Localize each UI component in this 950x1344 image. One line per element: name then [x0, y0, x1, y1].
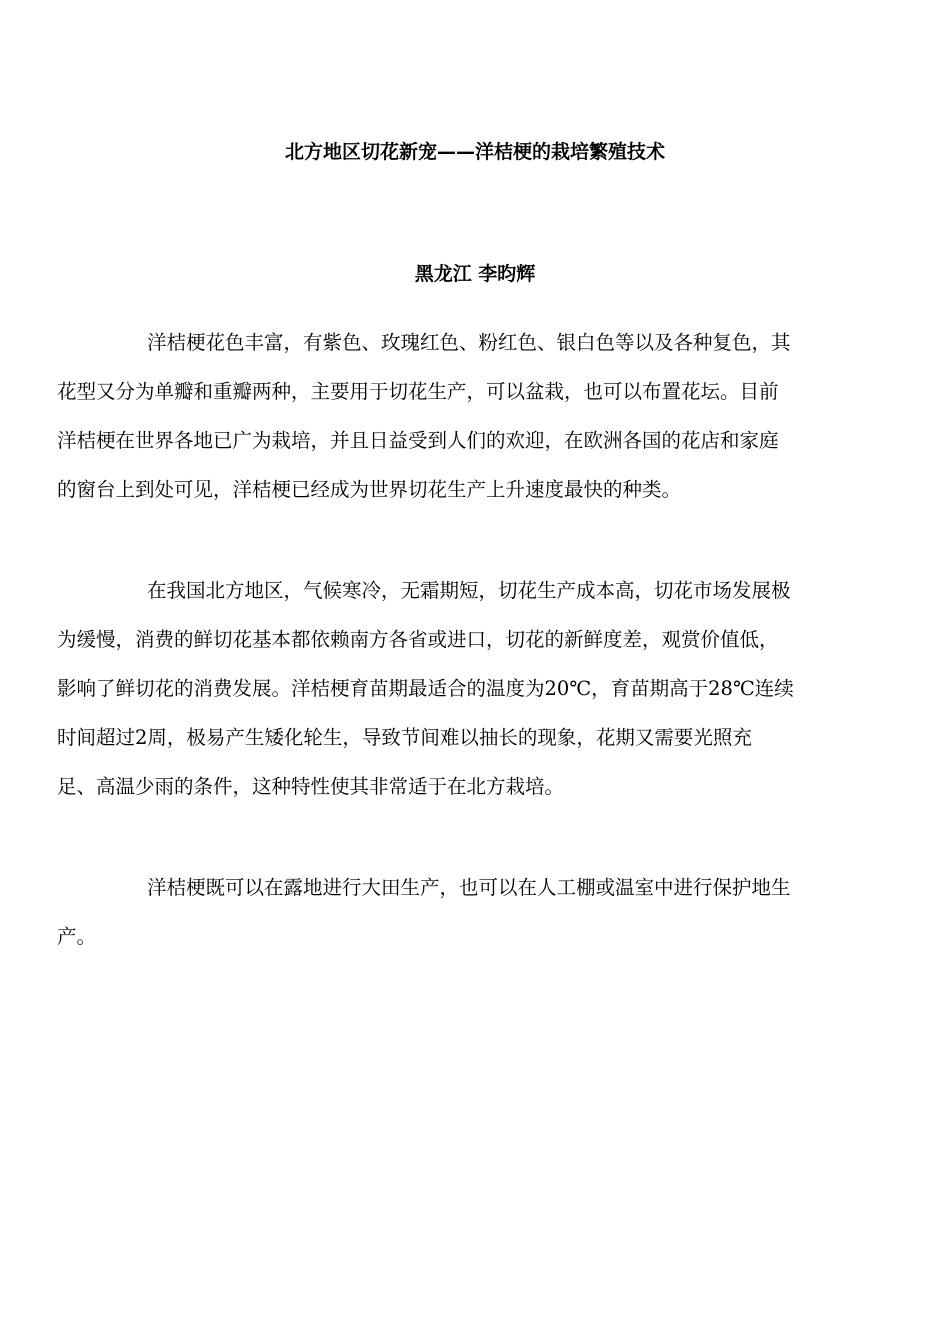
paragraph-2	[57, 566, 891, 811]
paragraph-line: 在我国北方地区，气候寒冷，无霜期短，切花生产成本高，切花市场发展极	[147, 579, 791, 602]
paragraph-line: 洋桔梗在世界各地已广为栽培，并且日益受到人们的欢迎，在欧洲各国的花店和家庭	[57, 429, 779, 452]
paragraph-line: 影响了鲜切花的消费发展。洋桔梗育苗期最适合的温度为20℃，育苗期高于28℃连续	[57, 677, 794, 700]
document-title: 北方地区切花新宠——洋桔梗的栽培繁殖技术	[284, 141, 665, 163]
paragraph-line: 洋桔梗花色丰富，有紫色、玫瑰红色、粉红色、银白色等以及各种复色，其	[147, 331, 791, 354]
paragraph-line: 为缓慢，消费的鲜切花基本都依赖南方各省或进口，切花的新鲜度差，观赏价值低，	[57, 628, 779, 651]
author-line: 黑龙江 李昀辉	[414, 263, 536, 285]
paragraph-line: 产。	[57, 925, 97, 948]
paragraph-3	[57, 863, 891, 961]
paragraph-line: 足、高温少雨的条件，这种特性使其非常适于在北方栽培。	[57, 775, 565, 798]
paragraph-line: 时间超过2周，极易产生矮化轮生，导致节间难以抽长的现象，花期又需要光照充	[57, 726, 752, 749]
paragraph-line: 洋桔梗既可以在露地进行大田生产，也可以在人工棚或温室中进行保护地生	[147, 876, 791, 899]
paragraph-line: 花型又分为单瓣和重瓣两种，主要用于切花生产，可以盆栽，也可以布置花坛。目前	[57, 380, 779, 403]
paragraph-1	[57, 318, 891, 514]
paragraph-line: 的窗台上到处可见，洋桔梗已经成为世界切花生产上升速度最快的种类。	[57, 478, 682, 501]
